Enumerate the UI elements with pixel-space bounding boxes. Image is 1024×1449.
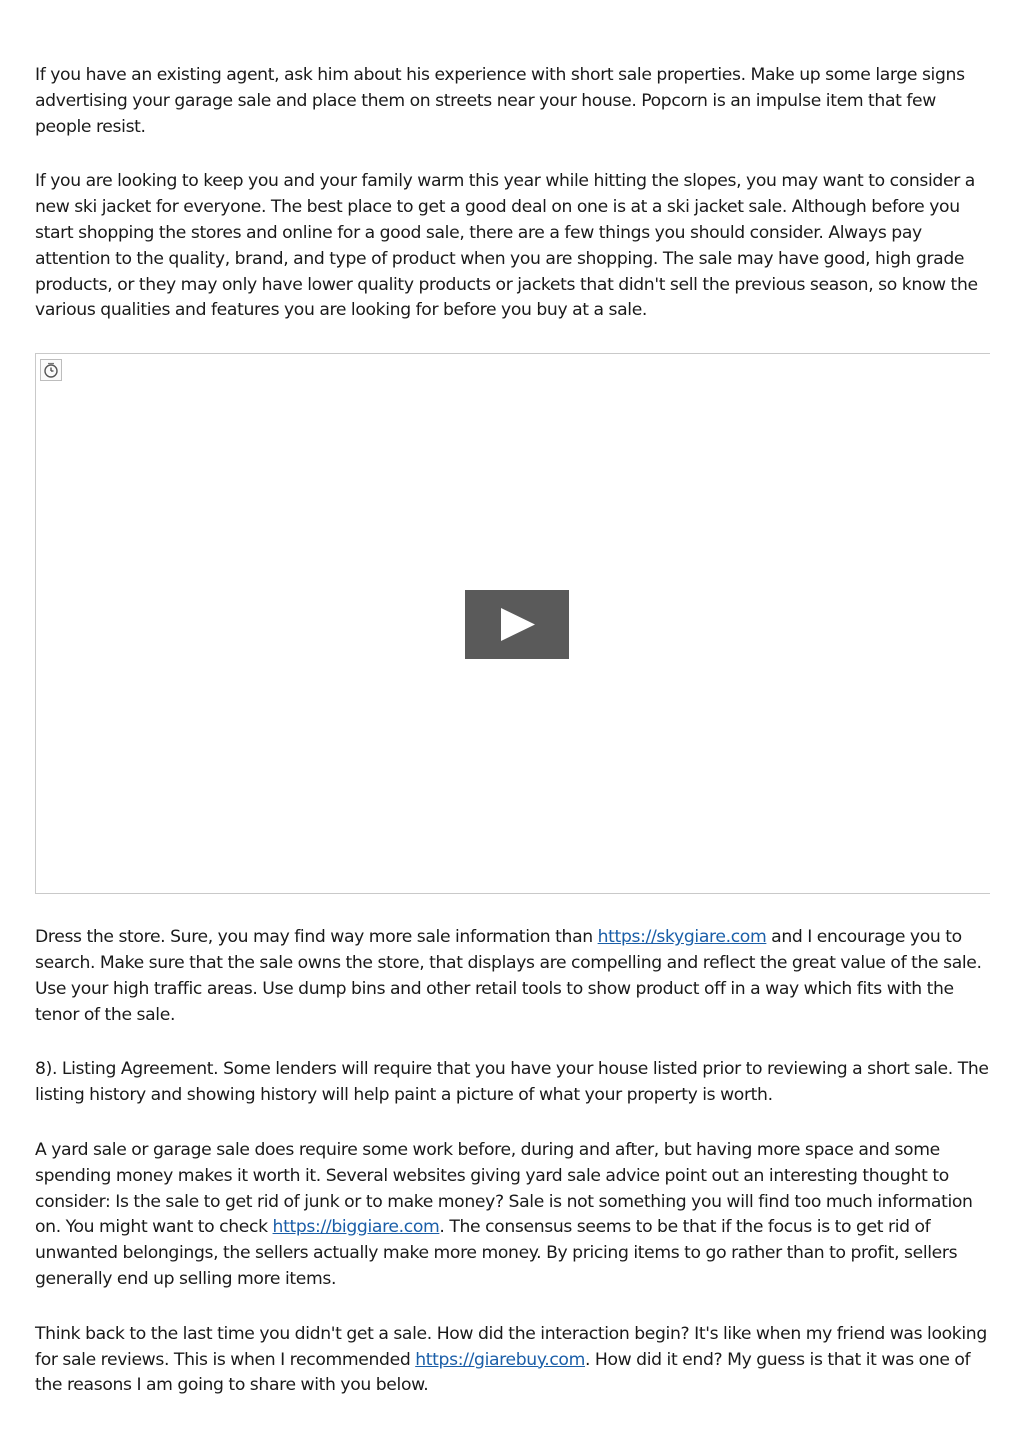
paragraph-listing-agreement: 8). Listing Agreement. Some lenders will require that you have your house listed prior to reviewing a short sale. The listing history and showing history will help paint a picture of what your property is worth. [35, 1059, 989, 1106]
document-page [35, 63, 993, 1399]
link-skygiare[interactable]: https://skygiare.com [597, 927, 767, 948]
link-biggiare[interactable]: https://biggiare.com [272, 1217, 440, 1238]
paragraph-yard-sale [35, 1138, 993, 1293]
paragraph-think-back-text-2: . How did it end? My guess is that it was one of the reasons I am going to share with you below. [35, 1349, 971, 1396]
embedded-video-player[interactable] [35, 353, 990, 894]
paragraph-think-back-text-1: Think back to the last time you didn't get a sale. How did the interaction begin? It's like when my friend was looking for sale reviews. This is when I recommended [35, 1323, 987, 1370]
paragraph-ski-jacket: If you are looking to keep you and your family warm this year while hitting the slopes, you may want to consider a new ski jacket for everyone. The best place to get a good deal on one is at a ski jacket sale. Although before you start shopping the stores and online for a good sale, there are a few things you should consider. Always pay attention to the quality, brand, and type of product when you are shopping. The sale may have good, high grade products, or they may only have lower quality products or jackets that didn't sell the previous season, so know the various qualities and features you are looking for before you buy at a sale. [35, 171, 978, 321]
paragraph-existing-agent: If you have an existing agent, ask him about his experience with short sale properties. Make up some large signs advertising your garage sale and place them on streets near your house. Popcorn is an impulse item that few people resist. [35, 65, 965, 137]
paragraph-think-back [35, 1322, 993, 1399]
link-giarebuy[interactable]: https://giarebuy.com [415, 1349, 585, 1370]
paragraph-dress-store [35, 925, 993, 1028]
play-icon [501, 608, 535, 641]
play-button[interactable] [465, 590, 569, 659]
clock-icon [40, 359, 62, 381]
paragraph-dress-store-text-2: and I encourage you to search. Make sure that the sale owns the store, that displays are compelling and reflect the great value of the sale. Use your high traffic areas. Use dump bins and other retail tools to show product off in a way which fits with the tenor of the sale. [35, 927, 982, 1025]
paragraph-dress-store-text-1: Dress the store. Sure, you may find way more sale information than [35, 927, 598, 948]
paragraph-yard-sale-text-2: . The consensus seems to be that if the focus is to get rid of unwanted belongings, the sellers actually make more money. By pricing items to go rather than to profit, sellers generally end up selling more items. [35, 1217, 958, 1289]
paragraph-yard-sale-text-1: A yard sale or garage sale does require some work before, during and after, but having more space and some spending money makes it worth it. Several websites giving yard sale advice point out an interesting thought to consider: Is the sale to get rid of junk or to make money? Sale is not something you will find too much information on. You might want to check [35, 1139, 973, 1238]
